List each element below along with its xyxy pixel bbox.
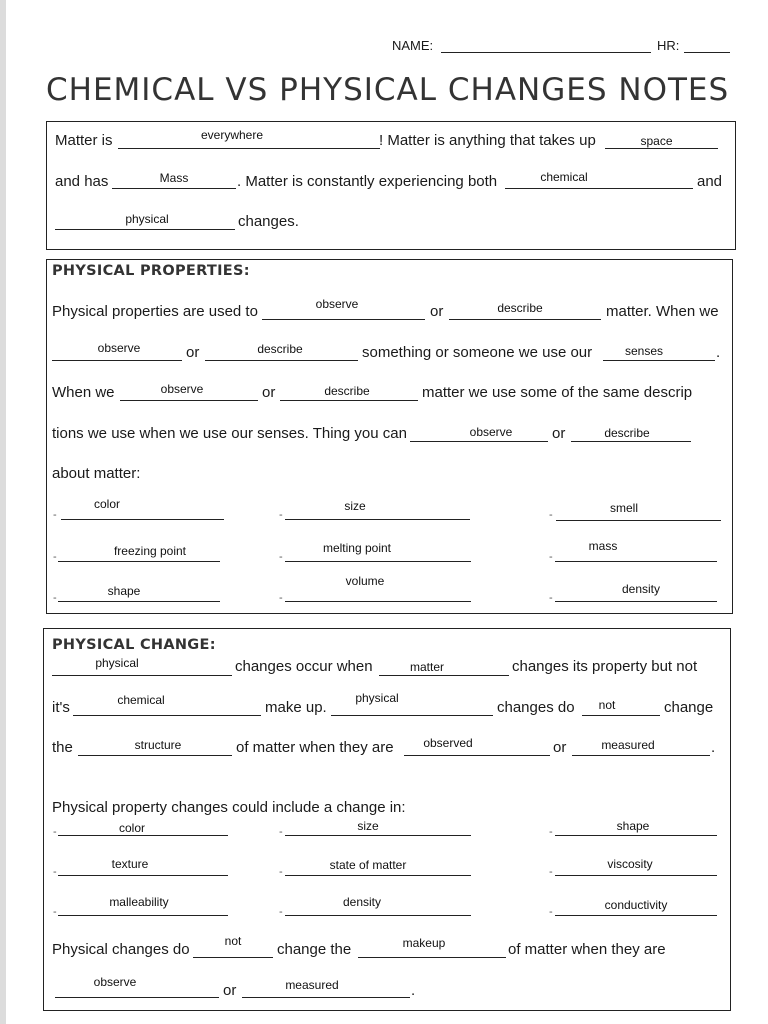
answer-text: space — [640, 134, 673, 148]
blank-field[interactable] — [572, 755, 710, 756]
blank-field[interactable] — [52, 360, 182, 361]
answer-text: describe — [324, 384, 370, 398]
body-text: make up. — [265, 699, 327, 716]
list-item: shape — [107, 584, 141, 598]
blank-field[interactable] — [449, 319, 601, 320]
blank-field[interactable] — [205, 360, 358, 361]
blank-field[interactable] — [262, 319, 425, 320]
answer-text: measured — [285, 978, 339, 992]
body-text: or — [223, 982, 237, 999]
blank-field[interactable] — [112, 188, 236, 189]
list-blank[interactable] — [285, 601, 471, 602]
list-blank[interactable] — [285, 835, 471, 836]
list-blank[interactable] — [61, 519, 224, 520]
blank-field[interactable] — [118, 148, 380, 149]
body-text: it's — [52, 699, 70, 716]
blank-field[interactable] — [242, 997, 410, 998]
list-item: density — [342, 895, 382, 909]
blank-field[interactable] — [404, 755, 550, 756]
list-item: size — [357, 819, 379, 833]
answer-text: not — [598, 698, 616, 712]
answer-text: Mass — [159, 171, 189, 185]
intro-text: . Matter is constantly experiencing both — [237, 173, 498, 190]
list-item: melting point — [322, 541, 392, 555]
body-text: . — [716, 344, 721, 361]
list-item: volume — [345, 574, 385, 588]
page-left-edge — [0, 0, 6, 1024]
blank-field[interactable] — [52, 675, 232, 676]
list-blank[interactable] — [555, 875, 717, 876]
list-blank[interactable] — [58, 601, 220, 602]
list-blank[interactable] — [58, 915, 228, 916]
body-text: or — [186, 344, 200, 361]
blank-field[interactable] — [358, 957, 506, 958]
answer-text: structure — [134, 738, 182, 752]
blank-field[interactable] — [331, 715, 493, 716]
answer-text: not — [224, 934, 242, 948]
answer-text: describe — [257, 342, 303, 356]
body-text: of matter when they are — [236, 739, 394, 756]
body-text: When we — [52, 384, 115, 401]
intro-text: ! Matter is anything that takes up — [379, 132, 596, 149]
blank-field[interactable] — [78, 755, 232, 756]
list-item: viscosity — [607, 857, 653, 871]
list-item: density — [621, 582, 661, 596]
intro-text: changes. — [238, 213, 299, 230]
answer-text: chemical — [540, 170, 588, 184]
body-text: or — [262, 384, 276, 401]
answer-text: observe — [315, 297, 359, 311]
blank-field[interactable] — [55, 997, 219, 998]
body-text: changes occur when — [235, 658, 373, 675]
body-text: . — [711, 739, 716, 756]
intro-text: Matter is — [55, 132, 113, 149]
answer-text: everywhere — [200, 128, 264, 142]
intro-text: and — [697, 173, 723, 190]
body-text: changes its property but not — [512, 658, 698, 675]
body-text: Physical changes do — [52, 941, 190, 958]
list-blank[interactable] — [285, 561, 471, 562]
list-item: shape — [616, 819, 650, 833]
body-text: tions we use when we use our senses. Thing you can — [52, 425, 407, 442]
name-field[interactable] — [441, 52, 651, 53]
answer-text: describe — [604, 426, 650, 440]
list-blank[interactable] — [58, 875, 228, 876]
body-text: or — [552, 425, 566, 442]
blank-field[interactable] — [73, 715, 261, 716]
answer-text: senses — [624, 344, 664, 358]
section-heading: PHYSICAL PROPERTIES: — [52, 263, 250, 279]
list-item: malleability — [109, 895, 169, 909]
body-text: change the — [277, 941, 352, 958]
answer-text: physical — [125, 212, 169, 226]
blank-field[interactable] — [410, 441, 548, 442]
blank-field[interactable] — [603, 360, 715, 361]
answer-text: observe — [469, 425, 513, 439]
list-item: conductivity — [604, 898, 668, 912]
list-item: texture — [111, 857, 149, 871]
list-blank[interactable] — [285, 519, 470, 520]
answer-text: makeup — [402, 936, 446, 950]
body-text: the — [52, 739, 73, 756]
list-item: freezing point — [113, 544, 187, 558]
blank-field[interactable] — [605, 148, 718, 149]
list-blank[interactable] — [285, 875, 471, 876]
list-item: color — [118, 821, 145, 835]
blank-field[interactable] — [379, 675, 509, 676]
section-heading: PHYSICAL CHANGE: — [52, 637, 216, 653]
intro-text: and has — [55, 173, 109, 190]
body-text: changes do — [497, 699, 575, 716]
name-label: NAME: — [392, 38, 434, 53]
body-text: about matter: — [52, 465, 141, 482]
body-text: Physical property changes could include a change in: — [52, 799, 406, 816]
body-text: Physical properties are used to — [52, 303, 258, 320]
blank-field[interactable] — [280, 400, 418, 401]
list-item: smell — [609, 501, 638, 515]
list-blank[interactable] — [555, 561, 717, 562]
list-item: size — [344, 499, 366, 513]
body-text: matter we use some of the same descrip — [422, 384, 693, 401]
list-blank[interactable] — [555, 915, 717, 916]
list-blank[interactable] — [555, 835, 717, 836]
answer-text: observe — [160, 382, 204, 396]
body-text: or — [430, 303, 444, 320]
body-text: change — [664, 699, 714, 716]
body-text: of matter when they are — [508, 941, 666, 958]
answer-text: chemical — [117, 693, 165, 707]
hr-label: HR: — [657, 38, 680, 53]
blank-field[interactable] — [193, 957, 273, 958]
answer-text: describe — [497, 301, 543, 315]
blank-field[interactable] — [505, 188, 693, 189]
body-text: matter. When we — [606, 303, 719, 320]
answer-text: observe — [93, 975, 137, 989]
body-text: something or someone we use our — [362, 344, 593, 361]
answer-text: observe — [97, 341, 141, 355]
blank-field[interactable] — [55, 229, 235, 230]
list-blank[interactable] — [58, 561, 220, 562]
page-title: CHEMICAL VS PHYSICAL CHANGES NOTES — [46, 72, 730, 108]
list-item: state of matter — [329, 858, 407, 872]
answer-text: physical — [95, 656, 139, 670]
blank-field[interactable] — [582, 715, 660, 716]
list-blank[interactable] — [285, 915, 471, 916]
hr-field[interactable] — [684, 52, 730, 53]
blank-field[interactable] — [571, 441, 691, 442]
answer-text: matter — [409, 660, 444, 674]
list-item: color — [93, 497, 120, 511]
answer-text: observed — [423, 736, 473, 750]
answer-text: measured — [601, 738, 655, 752]
body-text: . — [411, 982, 416, 999]
blank-field[interactable] — [120, 400, 258, 401]
body-text: or — [553, 739, 567, 756]
list-blank[interactable] — [555, 601, 717, 602]
list-item: mass — [588, 539, 618, 553]
list-blank[interactable] — [556, 520, 721, 521]
list-blank[interactable] — [58, 835, 228, 836]
answer-text: physical — [355, 691, 399, 705]
